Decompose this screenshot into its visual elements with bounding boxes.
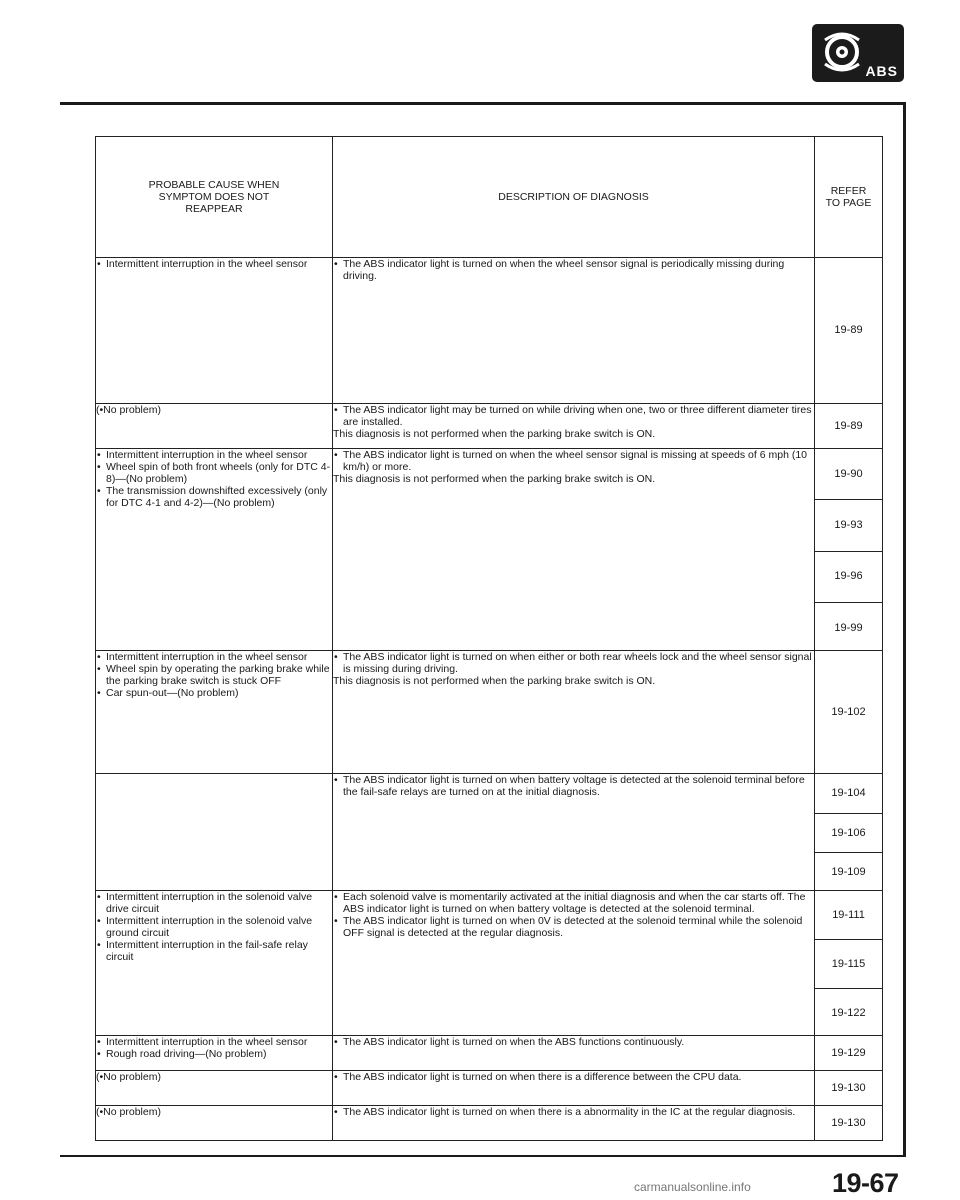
- refer-page-link[interactable]: 19-106: [815, 814, 882, 854]
- refer-page-cell: [815, 258, 883, 404]
- description-item: • The ABS indicator light is turned on when either or both rear wheels lock and the wheel sensor signal is missing during driving.: [333, 651, 814, 675]
- refer-page-link[interactable]: 19-130: [831, 1081, 866, 1094]
- refer-page-link[interactable]: 19-89: [834, 324, 863, 337]
- cause-cell: [96, 651, 333, 774]
- table-row: [96, 651, 883, 774]
- refer-page-link[interactable]: 19-102: [831, 705, 866, 718]
- refer-page-cell: [815, 1071, 883, 1106]
- cause-text: (•No problem): [96, 1071, 161, 1083]
- table-row: [96, 891, 883, 1036]
- cause-item: • Rough road driving—(No problem): [96, 1048, 332, 1060]
- table-row: [96, 1036, 883, 1071]
- cause-item: • Wheel spin by operating the parking brake while the parking brake switch is stuck OFF: [96, 663, 332, 687]
- cause-text: (•No problem): [96, 404, 161, 416]
- cause-item: • Intermittent interruption in the solenoid valve drive circuit: [96, 891, 332, 915]
- table-row: [96, 1106, 883, 1141]
- table-header-row: [96, 137, 883, 258]
- abs-badge: [812, 24, 904, 82]
- table-row: [96, 1071, 883, 1106]
- refer-page-cell: [815, 891, 883, 1036]
- right-rule: [903, 102, 906, 1157]
- cause-item: • Intermittent interruption in the wheel sensor: [96, 651, 332, 663]
- cause-item: • Wheel spin of both front wheels (only for DTC 4-8)—(No problem): [96, 461, 332, 485]
- cause-item: • The transmission downshifted excessively (only for DTC 4-1 and 4-2)—(No problem): [96, 485, 332, 509]
- cause-cell: [96, 891, 333, 1036]
- diagnosis-note: This diagnosis is not performed when the parking brake switch is ON.: [333, 428, 656, 441]
- description-item: • The ABS indicator light is turned on when there is a abnormality in the IC at the regular diagnosis.: [333, 1106, 814, 1118]
- refer-page-cell: [815, 449, 883, 651]
- brake-disc-icon: [822, 30, 866, 74]
- refer-page-link[interactable]: 19-104: [815, 774, 882, 814]
- cause-item: • Intermittent interruption in the solenoid valve ground circuit: [96, 915, 332, 939]
- refer-page-link[interactable]: 19-96: [815, 552, 882, 603]
- table-row: [96, 258, 883, 404]
- diagnosis-note: This diagnosis is not performed when the parking brake switch is ON.: [333, 675, 656, 688]
- description-cell: [333, 891, 815, 1036]
- table-row: [96, 449, 883, 651]
- refer-page-link[interactable]: 19-109: [831, 866, 866, 879]
- refer-page-cell: [815, 1036, 883, 1071]
- header-refer: REFER TO PAGE: [815, 137, 883, 258]
- description-item: • The ABS indicator light may be turned on while driving when one, two or three different diameter tires are installed.: [333, 404, 814, 428]
- description-item: • The ABS indicator light is turned on when the wheel sensor signal is periodically missing during driving.: [333, 258, 814, 282]
- cause-item: • Intermittent interruption in the wheel sensor: [96, 258, 332, 270]
- description-cell: [333, 651, 815, 774]
- refer-page-link[interactable]: 19-115: [815, 940, 882, 989]
- table-row: [96, 774, 883, 891]
- cause-cell: [96, 1036, 333, 1071]
- cause-item: • Intermittent interruption in the fail-safe relay circuit: [96, 939, 332, 963]
- description-cell: [333, 258, 815, 404]
- refer-page-cell: [815, 651, 883, 774]
- cause-cell: [96, 1071, 333, 1106]
- cause-cell: [96, 1106, 333, 1141]
- header-description: DESCRIPTION OF DIAGNOSIS: [333, 137, 815, 258]
- refer-page-cell: [815, 1106, 883, 1141]
- refer-page-cell: [815, 404, 883, 449]
- diagnosis-note: This diagnosis is not performed when the parking brake switch is ON.: [333, 473, 656, 486]
- page-number: 19-67: [832, 1168, 899, 1198]
- description-item: • The ABS indicator light is turned on when battery voltage is detected at the solenoid terminal before the fail-safe relays are turned on at the initial diagnosis.: [333, 774, 814, 798]
- refer-page-link[interactable]: 19-99: [834, 621, 863, 634]
- description-item: • Each solenoid valve is momentarily activated at the initial diagnosis and when the car starts off. The ABS indicator light is turned on when battery voltage is detected at the solenoid terminal.: [333, 891, 814, 915]
- description-item: • The ABS indicator light is turned on when 0V is detected at the solenoid terminal while the solenoid OFF signal is detected at the regular diagnosis.: [333, 915, 814, 939]
- bottom-rule: [60, 1155, 906, 1157]
- refer-page-link[interactable]: 19-93: [815, 500, 882, 551]
- refer-page-link[interactable]: 19-130: [831, 1116, 866, 1129]
- description-item: • The ABS indicator light is turned on when the wheel sensor signal is missing at speeds of 6 mph (10 km/h) or more.: [333, 449, 814, 473]
- description-item: • The ABS indicator light is turned on when there is a difference between the CPU data.: [333, 1071, 814, 1083]
- top-rule: [60, 102, 905, 105]
- cause-text: (•No problem): [96, 1106, 161, 1118]
- description-cell: [333, 449, 815, 651]
- description-cell: [333, 404, 815, 449]
- refer-page-link[interactable]: 19-111: [815, 891, 882, 940]
- abs-label: ABS: [865, 63, 898, 79]
- cause-item: • Intermittent interruption in the wheel sensor: [96, 1036, 332, 1048]
- refer-page-link[interactable]: 19-122: [831, 1006, 866, 1019]
- description-cell: [333, 1106, 815, 1141]
- refer-page-link[interactable]: 19-129: [831, 1046, 866, 1059]
- footer-watermark: carmanualsonline.info: [634, 1180, 751, 1194]
- cause-item: • Intermittent interruption in the wheel sensor: [96, 449, 332, 461]
- refer-page-link[interactable]: 19-89: [834, 419, 863, 432]
- description-item: • The ABS indicator light is turned on when the ABS functions continuously.: [333, 1036, 814, 1048]
- description-cell: [333, 774, 815, 891]
- cause-cell: [96, 404, 333, 449]
- header-cause: PROBABLE CAUSE WHEN SYMPTOM DOES NOT REAPPEAR: [96, 137, 333, 258]
- table-row: [96, 404, 883, 449]
- diagnosis-table: [95, 136, 883, 1141]
- refer-page-cell: [815, 774, 883, 891]
- description-cell: [333, 1036, 815, 1071]
- description-cell: [333, 1071, 815, 1106]
- cause-cell: [96, 449, 333, 651]
- cause-cell: [96, 774, 333, 891]
- cause-item: • Car spun-out—(No problem): [96, 687, 332, 699]
- cause-cell: [96, 258, 333, 404]
- refer-page-link[interactable]: 19-90: [815, 449, 882, 500]
